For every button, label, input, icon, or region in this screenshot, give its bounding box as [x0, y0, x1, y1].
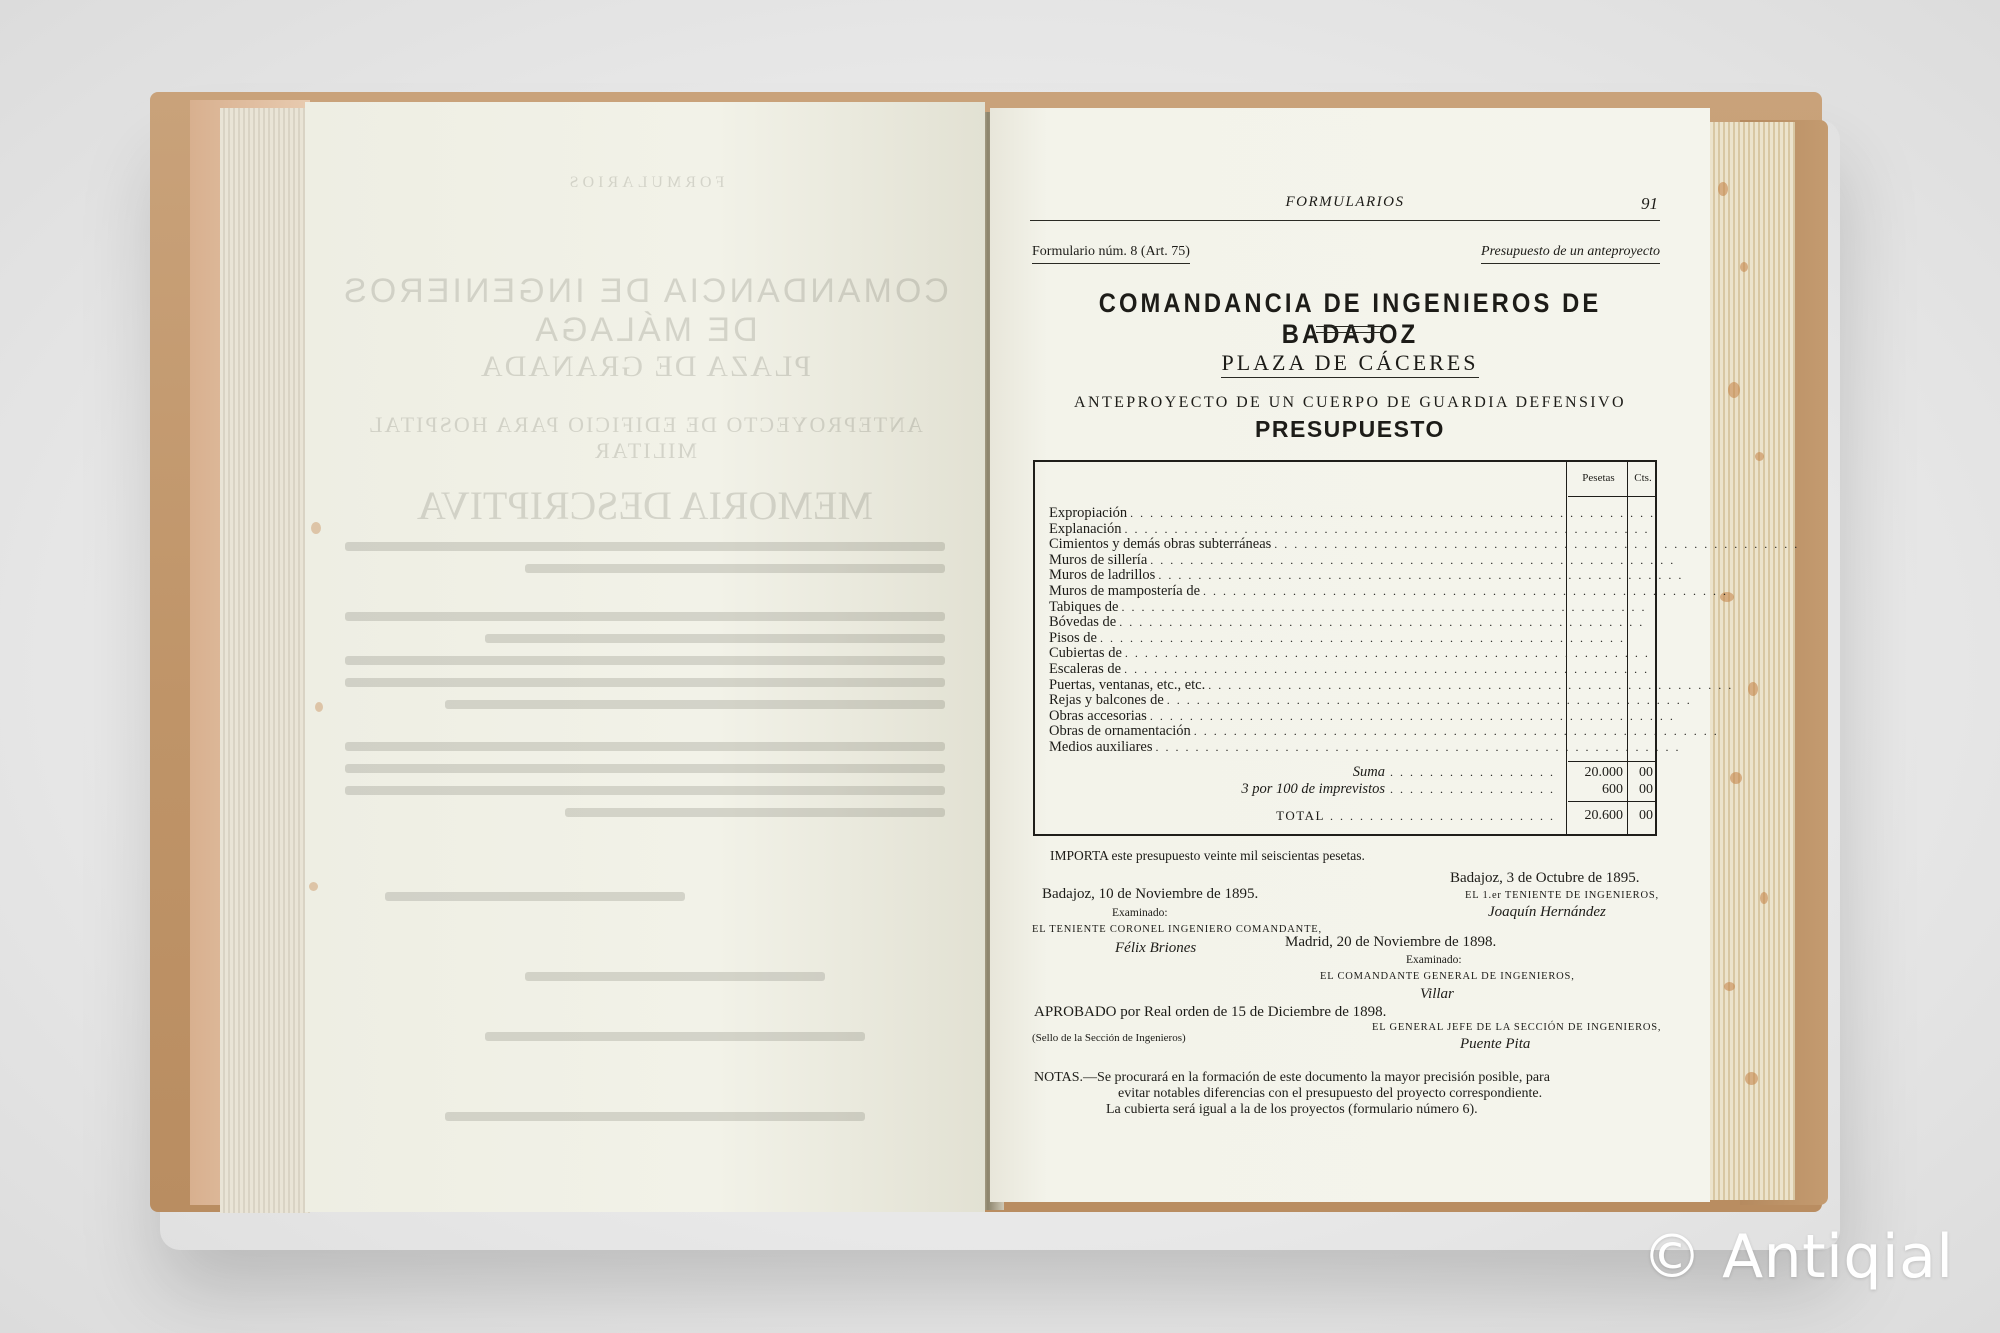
place-date-2: Badajoz, 10 de Noviembre de 1895. — [1042, 886, 1259, 902]
place-date-1: Badajoz, 3 de Octubre de 1895. — [1450, 870, 1640, 886]
leader-dots: . . . . . . . . . . . . . . . . . . . . . . . . . . . . . . . . . . . . . . . . . . . . . . . . . . . . . — [1150, 552, 1676, 567]
aprobado-line: APROBADO por Real orden de 15 de Diciembre de 1898. — [1034, 1004, 1387, 1020]
budget-item — [1049, 536, 1800, 553]
bleed-text-line — [345, 678, 945, 687]
total-row — [1276, 808, 1555, 824]
heading-ornament-rule — [1316, 326, 1382, 333]
total-pesetas: 20.600 — [1584, 808, 1623, 823]
leader-dots: . . . . . . . . . . . . . . . . . . . . . . . . . . . . . . . . . . . . . . . . . . . . . . . . . . . . . — [1121, 599, 1647, 614]
bleed-text-line — [445, 1112, 865, 1121]
suma-pesetas: 20.000 — [1584, 765, 1623, 780]
leader-dots: . . . . . . . . . . . . . . . . . . . . . . . . . . . . . . . . . . . . . . . . . . . . . . . . . . . . . — [1124, 646, 1650, 661]
bleed-through-text — [305, 102, 985, 1212]
imprevistos-cts: 00 — [1639, 782, 1653, 797]
bleed-text-line — [525, 972, 825, 981]
form-description: Presupuesto de un anteproyecto — [1481, 244, 1660, 264]
leader-dots: . . . . . . . . . . . . . . . . . . . . . . . . . . . . . . . . . . . . . . . . . . . . . . . . . . . . . — [1119, 615, 1645, 630]
budget-item — [1049, 676, 1734, 694]
rank-2: EL TENIENTE CORONEL INGENIERO COMANDANTE, — [1032, 924, 1322, 935]
bleed-text-line — [345, 742, 945, 751]
bleed-text-line — [445, 700, 945, 709]
foxing-stain — [1755, 452, 1764, 461]
page-stack-right — [1700, 122, 1795, 1200]
foxing-stain — [1718, 182, 1728, 196]
budget-item-label: Escaleras de — [1049, 660, 1122, 677]
bleed-text-line — [485, 634, 945, 643]
page-number: 91 — [1641, 194, 1658, 213]
budget-item — [1049, 738, 1681, 756]
suma-label: Suma — [1352, 764, 1385, 780]
page-stack-left — [220, 108, 310, 1213]
foxing-stain — [1745, 1072, 1758, 1085]
budget-item-label: Expropiación — [1049, 505, 1128, 521]
imprevistos-pesetas: 600 — [1602, 782, 1623, 797]
budget-item — [1049, 598, 1647, 616]
bleed-text-line — [565, 808, 945, 817]
budget-item-label: Bóvedas de — [1049, 614, 1117, 631]
form-reference: Formulario núm. 8 (Art. 75) — [1032, 244, 1190, 264]
budget-table — [1033, 460, 1800, 836]
examinado-3: Examinado: — [1406, 954, 1462, 966]
signatory-2: Félix Briones — [1115, 940, 1197, 956]
plaza-heading — [1030, 350, 1670, 376]
leader-dots: . . . . . . . . . . . . . . . . . . . . . . . . . . . . . . . . . . . . . . . . . . . . . . . . . . . . . — [1124, 661, 1650, 676]
suma-cts: 00 — [1639, 765, 1653, 780]
rank-4: EL GENERAL JEFE DE LA SECCIÓN DE INGENIEROS, — [1372, 1022, 1662, 1033]
leader-dots: . . . . . . . . . . . . . . . . . . . . . . . . . . . . . . . . . . . . . . . . . . . . . . . . . . . . . — [1149, 708, 1675, 723]
bleed-text-line — [345, 656, 945, 665]
bleed-text-line — [345, 612, 945, 621]
foxing-stain — [1730, 772, 1742, 784]
signatory-4: Puente Pita — [1460, 1036, 1531, 1052]
importa-line: IMPORTA este presupuesto veinte mil seiscientas pesetas. — [1050, 848, 1365, 863]
leader-dots: . . . . . . . . . . . . . . . . . . . . . . . . . . . . . . . . . . . . . . . . . . . . . . . . . . . . . — [1193, 724, 1719, 739]
notes-line-2: evitar notables diferencias con el presupuesto del proyecto correspondiente. — [1118, 1086, 1543, 1101]
foxing-stain — [1724, 982, 1735, 991]
page-heading: COMANDANCIA DE INGENIEROS DE BADAJOZ — [1098, 288, 1602, 349]
leader-dots: . . . . . . . . . . . . . . . . . — [1385, 765, 1555, 779]
leader-dots: . . . . . . . . . . . . . . . . . . . . . . . . . . . . . . . . . . . . . . . . . . . . . . . . . . . . . — [1130, 506, 1656, 520]
foxing-stain — [1760, 892, 1768, 904]
budget-item-label: Rejas y balcones de — [1049, 692, 1164, 709]
foxing-stain — [1728, 382, 1740, 398]
total-label: TOTAL — [1276, 808, 1325, 823]
bleed-anteproyecto: ANTEPROYECTO DE EDIFICIO PARA HOSPITAL MILITAR — [367, 412, 923, 463]
copyright-watermark: © Antiqial — [1642, 1222, 1954, 1292]
budget-item-label: Cimientos y demás obras subterráneas — [1049, 536, 1272, 553]
budget-item-label: Pisos de — [1049, 629, 1097, 646]
bleed-plaza: PLAZA DE GRANADA — [479, 350, 811, 383]
foxing-stain — [1740, 262, 1748, 272]
leader-dots: . . . . . . . . . . . . . . . . . . . . . . . — [1325, 809, 1555, 823]
budget-item — [1049, 629, 1625, 647]
header-rule — [1568, 496, 1655, 497]
leader-dots: . . . . . . . . . . . . . . . . . . . . . . . . . . . . . . . . . . . . . . . . . . . . . . . . . . . . . — [1099, 630, 1625, 645]
notes-line-1: NOTAS.—Se procurará en la formación de este documento la mayor precisión posible, para — [1034, 1070, 1550, 1085]
budget-item — [1049, 707, 1675, 725]
notes-block — [1034, 1070, 1674, 1118]
imprevistos-row — [1241, 781, 1555, 798]
signatory-1: Joaquín Hernández — [1488, 904, 1606, 920]
foxing-stain — [309, 882, 318, 891]
bleed-text-line — [345, 764, 945, 773]
foxing-stain — [311, 522, 321, 534]
leader-dots: . . . . . . . . . . . . . . . . . . . . . . . . . . . . . . . . . . . . . . . . . . . . . . . . . . . . . — [1124, 521, 1650, 536]
budget-item — [1049, 723, 1719, 740]
budget-item — [1049, 614, 1645, 631]
bleed-text-line — [385, 892, 685, 901]
bleed-heading: COMANDANCIA DE INGENIEROS DE MÁLAGA — [341, 272, 949, 349]
leader-dots: . . . . . . . . . . . . . . . . . . . . . . . . . . . . . . . . . . . . . . . . . . . . . . . . . . . . . — [1166, 693, 1692, 708]
leader-dots: . . . . . . . . . . . . . . . . . . . . . . . . . . . . . . . . . . . . . . . . . . . . . . . . . . . . . — [1208, 677, 1734, 692]
budget-item-label: Cubiertas de — [1049, 645, 1122, 662]
total-cts: 00 — [1639, 808, 1653, 823]
page-left — [305, 102, 985, 1212]
budget-item-label: Tabiques de — [1049, 598, 1119, 615]
budget-item-label: Explanación — [1049, 520, 1122, 537]
imprevistos-label: 3 por 100 de imprevistos — [1241, 781, 1385, 797]
examinado-2: Examinado: — [1112, 907, 1168, 919]
budget-item-label: Muros de sillería — [1049, 551, 1148, 568]
page-right — [990, 108, 1800, 1202]
running-title: FORMULARIOS — [1285, 194, 1405, 210]
notes-line-3: La cubierta será igual a la de los proyectos (formulario número 6). — [1106, 1102, 1478, 1117]
budget-item-label: Medios auxiliares — [1049, 738, 1153, 755]
column-header-pesetas: Pesetas — [1582, 472, 1615, 484]
bleed-text-line — [345, 542, 945, 551]
plaza-text: PLAZA DE CÁCERES — [1221, 350, 1478, 378]
budget-item — [1049, 567, 1684, 584]
leader-dots: . . . . . . . . . . . . . . . . . . . . . . . . . . . . . . . . . . . . . . . . . . . . . . . . . . . . . — [1158, 568, 1684, 583]
foxing-stain — [315, 702, 323, 712]
budget-item-label: Puertas, ventanas, etc., etc. — [1049, 676, 1206, 693]
bleed-running-title: FORMULARIOS — [565, 174, 725, 191]
budget-item — [1049, 645, 1650, 662]
budget-item — [1049, 520, 1650, 538]
bleed-memoria: MEMORIA DESCRIPTIVA — [417, 483, 873, 528]
budget-item — [1049, 551, 1676, 569]
presupuesto-heading: PRESUPUESTO — [1255, 416, 1445, 442]
leader-dots: . . . . . . . . . . . . . . . . . . . . . . . . . . . . . . . . . . . . . . . . . . . . . . . . . . . . . — [1203, 583, 1729, 598]
bleed-text-line — [485, 1032, 865, 1041]
budget-items — [1049, 505, 1800, 756]
running-header — [1030, 194, 1660, 221]
budget-item — [1049, 582, 1729, 600]
budget-item — [1049, 505, 1656, 522]
leader-dots: . . . . . . . . . . . . . . . . . . . . . . . . . . . . . . . . . . . . . . . . . . . . . . . . . . . . . — [1274, 537, 1800, 552]
anteproyecto-heading: ANTEPROYECTO DE UN CUERPO DE GUARDIA DEFENSIVO — [1074, 394, 1626, 411]
rank-3: EL COMANDANTE GENERAL DE INGENIEROS, — [1320, 971, 1575, 982]
bleed-text-line — [525, 564, 945, 573]
budget-item — [1049, 660, 1650, 678]
sum-rule — [1568, 761, 1655, 762]
budget-item-label: Muros de mampostería de — [1049, 582, 1201, 599]
budget-item-label: Obras de ornamentación — [1049, 723, 1191, 740]
signatory-3: Villar — [1420, 986, 1454, 1002]
suma-row — [1353, 764, 1555, 781]
rank-1: EL 1.er TENIENTE DE INGENIEROS, — [1465, 890, 1659, 901]
leader-dots: . . . . . . . . . . . . . . . . . . . . . . . . . . . . . . . . . . . . . . . . . . . . . . . . . . . . . — [1155, 739, 1681, 754]
place-date-3: Madrid, 20 de Noviembre de 1898. — [1285, 934, 1497, 950]
leader-dots: . . . . . . . . . . . . . . . . . — [1385, 782, 1555, 796]
column-header-cts: Cts. — [1634, 472, 1652, 484]
bleed-text-line — [345, 786, 945, 795]
budget-item — [1049, 692, 1692, 709]
sello-line: (Sello de la Sección de Ingenieros) — [1032, 1032, 1186, 1044]
budget-item-label: Obras accesorias — [1049, 707, 1147, 724]
budget-item-label: Muros de ladrillos — [1049, 567, 1156, 584]
total-rule — [1568, 801, 1655, 802]
foxing-stain — [1748, 682, 1758, 696]
